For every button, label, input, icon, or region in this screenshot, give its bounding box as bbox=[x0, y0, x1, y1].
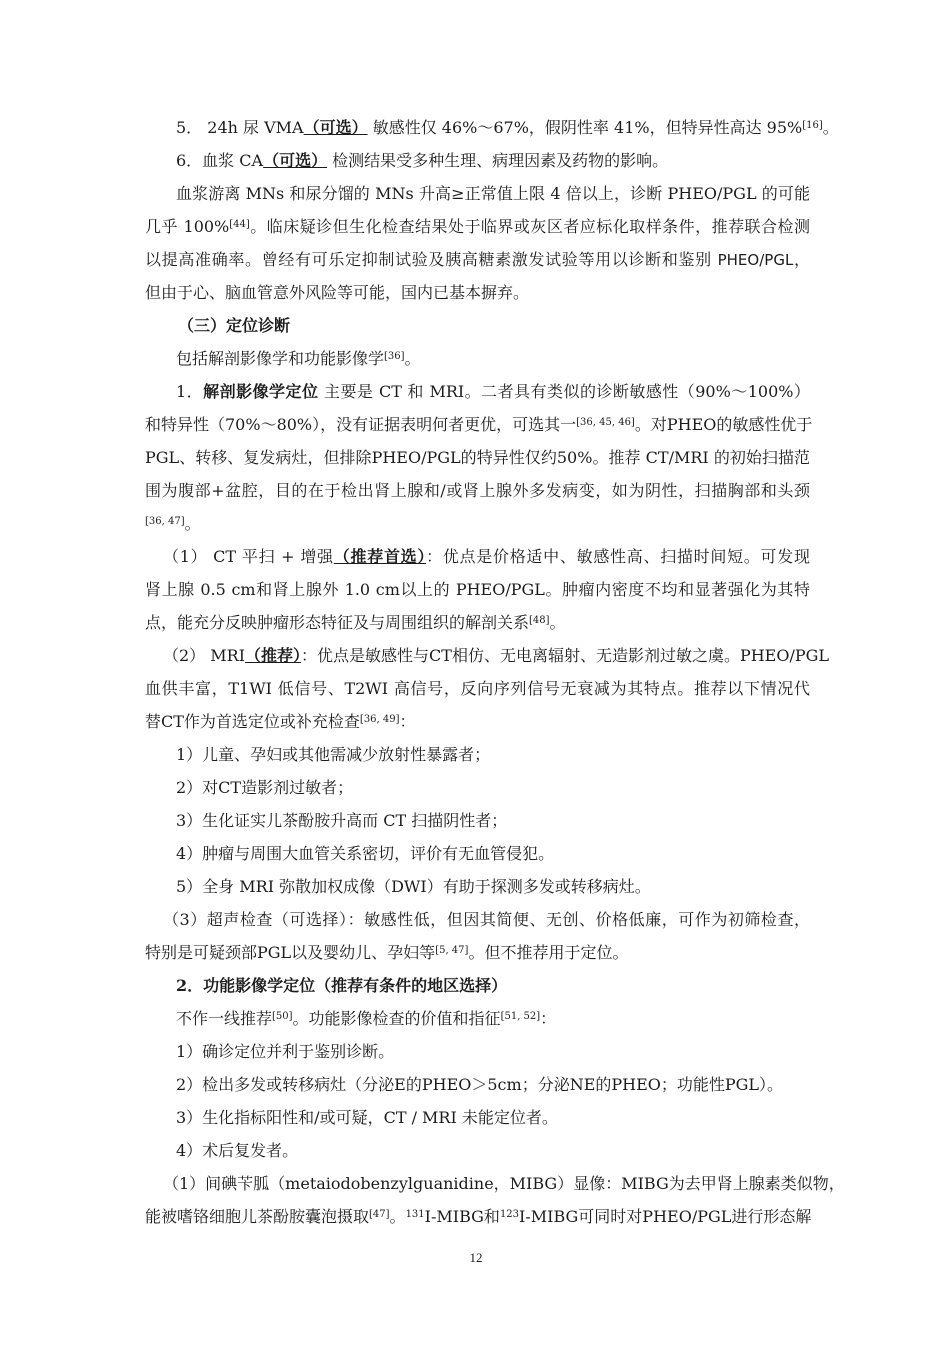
line-plasma-ca: 6．血浆 CA（可选） 检测结果受多种生理、病理因素及药物的影响。 bbox=[176, 151, 669, 170]
paragraph-line: 和特异性（70%～80%），没有证据表明何者更优，可选其一[36, 45, 46]。对PHEO的敏感性优于 bbox=[145, 415, 813, 434]
citation: [44] bbox=[229, 219, 250, 230]
paragraph-line: 能被嗜铬细胞儿茶酚胺囊泡摄取[47]。$^{131}$I-MIBG和$^{123}$I-MIBG可同时对PHEO/PGL进行形态解 bbox=[145, 1207, 812, 1226]
paragraph-line: [36, 47]。 bbox=[145, 514, 201, 533]
page-number: 12 bbox=[469, 1250, 483, 1265]
paragraph-line: 血供丰富，T1WI 低信号、T2WI 高信号，反向序列信号无衰减为其特点。推荐以下情况代 bbox=[145, 679, 810, 698]
paragraph-line: 几乎 100%[44]。临床疑诊但生化检查结果处于临界或灰区者应标化取样条件，推荐联合检测 bbox=[145, 217, 810, 236]
paragraph-line: （1） CT 平扫 + 增强（推荐首选）：优点是价格适中、敏感性高、扫描时间短。可发现 bbox=[163, 547, 810, 566]
paragraph-line: 特别是可疑颈部PGL以及婴幼儿、孕妇等[5, 47]。但不推荐用于定位。 bbox=[145, 943, 629, 962]
subheading: 解剖影像学定位 bbox=[203, 382, 319, 401]
paragraph-line: 围为腹部+盆腔，目的在于检出肾上腺和/或肾上腺外多发病变，如为阴性，扫描胸部和头颈 bbox=[145, 481, 810, 500]
paragraph-line: （1）间碘苄胍（metaiodobenzylguanidine，MIBG）显像：MIBG为去甲肾上腺素类似物， bbox=[163, 1174, 845, 1193]
paragraph-line: （3）超声检查（可选择）：敏感性低，但因其简便、无创、价格低廉，可作为初筛检查， bbox=[163, 910, 810, 929]
list-item: 1）确诊定位并利于鉴别诊断。 bbox=[176, 1042, 395, 1061]
paragraph-line: PGL、转移、复发病灶，但排除PHEO/PGL的特异性仅约50%。推荐 CT/MRI 的初始扫描范 bbox=[145, 448, 810, 467]
citation: [47] bbox=[369, 1209, 390, 1220]
citation: [36] bbox=[384, 351, 405, 362]
list-item: 2）检出多发或转移病灶（分泌E的PHEO＞5cm；分泌NE的PHEO；功能性PGL）。 bbox=[176, 1075, 784, 1094]
subheading: 2．功能影像学定位（推荐有条件的地区选择） bbox=[176, 976, 508, 995]
subheading-line: 1．解剖影像学定位 主要是 CT 和 MRI。二者具有类似的诊断敏感性（90%～100%） bbox=[176, 382, 810, 401]
section-heading: （三）定位诊断 bbox=[178, 316, 291, 335]
paragraph-line: （2） MRI（推荐）：优点是敏感性与CT相仿、无电离辐射、无造影剂过敏之虞。PHEO/PGL bbox=[163, 646, 830, 665]
citation: [50] bbox=[272, 1011, 293, 1022]
citation: [16] bbox=[802, 120, 823, 131]
line-24h-urine-vma: 5． 24h 尿 VMA（可选） 敏感性仅 46%～67%，假阴性率 41%，但特异性高达 95%[16]。 bbox=[176, 118, 839, 137]
paragraph-line: 肾上腺 0.5 cm和肾上腺外 1.0 cm以上的 PHEO/PGL。肿瘤内密度不均和显著强化为其特 bbox=[145, 580, 810, 599]
list-item: 5）全身 MRI 弥散加权成像（DWI）有助于探测多发或转移病灶。 bbox=[176, 877, 651, 896]
citation: [51, 52] bbox=[500, 1011, 541, 1022]
list-item: 4）肿瘤与周围大血管关系密切，评价有无血管侵犯。 bbox=[176, 844, 555, 863]
list-item: 1）儿童、孕妇或其他需减少放射性暴露者； bbox=[176, 745, 491, 764]
paragraph-line: 不作一线推荐[50]。功能影像检查的价值和指征[51, 52]： bbox=[176, 1009, 557, 1028]
paragraph-line: 点，能充分反映肿瘤形态特征及与周围组织的解剖关系[48]。 bbox=[145, 613, 566, 632]
paragraph-line: 以提高准确率。曾经有可乐定抑制试验及胰高糖素激发试验等用以诊断和鉴别 PHEO/PGL， bbox=[145, 250, 810, 269]
paragraph-line: 包括解剖影像学和功能影像学[36]。 bbox=[176, 349, 421, 368]
list-item: 3）生化指标阳性和/或可疑，CT / MRI 未能定位者。 bbox=[176, 1108, 558, 1127]
list-item: 2）对CT造影剂过敏者； bbox=[176, 778, 354, 797]
optional-tag: （可选） bbox=[303, 118, 368, 137]
citation: [36, 47] bbox=[145, 516, 185, 527]
citation: [36, 45, 46] bbox=[576, 417, 635, 428]
isotope-mass: 123 bbox=[499, 1209, 520, 1220]
citation: [36, 49] bbox=[359, 714, 400, 725]
citation: [48] bbox=[529, 615, 550, 626]
isotope-mass: 131 bbox=[405, 1209, 425, 1220]
citation: [5, 47] bbox=[435, 945, 469, 956]
paragraph-line: 替CT作为首选定位或补充检查[36, 49]： bbox=[145, 712, 416, 731]
paragraph-line: 但由于心、脑血管意外风险等可能，国内已基本摒弃。 bbox=[145, 283, 530, 302]
list-item: 3）生化证实儿茶酚胺升高而 CT 扫描阴性者； bbox=[176, 811, 508, 830]
recommended-tag: （推荐） bbox=[245, 646, 302, 665]
list-item: 4）术后复发者。 bbox=[176, 1141, 299, 1160]
optional-tag: （可选） bbox=[263, 151, 328, 170]
paragraph-line: 血浆游离 MNs 和尿分馏的 MNs 升高≥正常值上限 4 倍以上，诊断 PHEO/PGL 的可能 bbox=[176, 184, 810, 203]
recommended-tag: （推荐首选） bbox=[333, 547, 427, 566]
